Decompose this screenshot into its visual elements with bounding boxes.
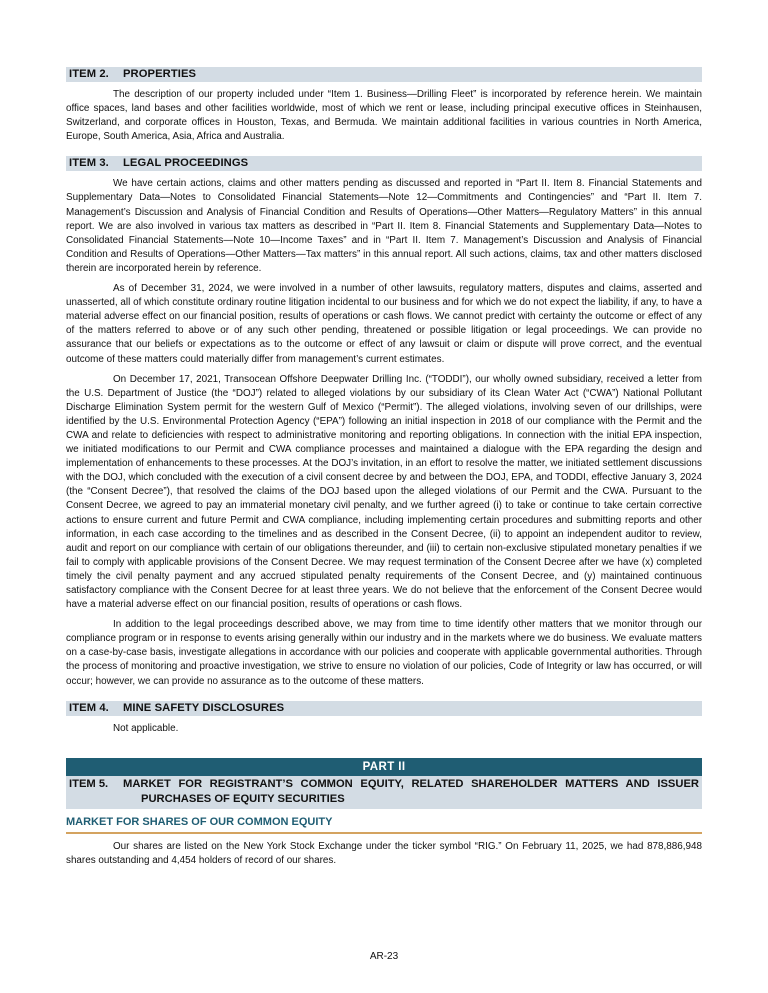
document-page	[66, 67, 702, 868]
item2-heading	[66, 67, 702, 82]
item2-title: PROPERTIES	[123, 68, 197, 80]
page-number: AR-23	[369, 951, 399, 962]
item2-number: ITEM 2.	[69, 68, 109, 80]
part2-banner: PART II	[66, 758, 702, 776]
item5-paragraph: Our shares are listed on the New York Stock Exchange under the ticker symbol “RIG.” On February 11, 2025, we had 878,886,948 shares outstanding and 4,454 holders of record of our shares.	[66, 840, 702, 866]
item3-paragraph-3: On December 17, 2021, Transocean Offshore Deepwater Drilling Inc. (“TODDI”), our wholly owned subsidiary, received a letter from the U.S. Department of Justice (the “DOJ”) related to alleged violations by our subsidiary of its Clean Water Act (“CWA”) National Pollutant Discharge Elimination System permit for the western Gulf of Mexico (“Permit”). The alleged violations, involving seven of our drillships, were identified by the U.S. Environmental Protection Agency (“EPA”) following an initial inspection in 2018 of our compliance with the Permit and the CWA and relate to deficiencies with respect to administrative monitoring and reporting obligations. In connection with the initial EPA inspection, we initiated modifications to our Permit and CWA compliance processes and maintained a dialogue with the EPA regarding the design and implementation of enhancements to these processes. At the DOJ’s invitation, in an effort to resolve the matter, we initiated settlement discussions with the DOJ, which concluded with the execution of a civil consent decree by and between the DOJ, EPA, and TODDI, effective January 3, 2024 (the “Consent Decree”), that resolved the claims of the DOJ based upon the alleged violations of our Permit and the CWA. Pursuant to the Consent Decree, we agreed to pay an immaterial monetary civil penalty, and we further agreed (i) to take or continue to take certain corrective actions to ensure current and future Permit and CWA compliance, including implementing certain procedures and submitting reports and other information, in each case according to the timelines and as described in the Consent Decree, (ii) to appoint an independent auditor to review, audit and report on our compliance with certain of our obligations thereunder, and (iii) to certain non-exclusive stipulated monetary penalties if we fail to comply with applicable provisions of the Consent Decree. We may request termination of the Consent Decree after we have (x) completed timely the civil penalty payment and any accrued stipulated penalty requirements of the Consent Decree, and (y) maintained continuous satisfactory compliance with the Consent Decree for at least three years. We do not believe that the enforcement of the Consent Decree would have a material adverse effect on our financial position, results of operations or cash flows.	[66, 373, 702, 611]
item4-number: ITEM 4.	[69, 701, 109, 714]
item3-paragraph-1: We have certain actions, claims and other matters pending as discussed and reported in “Part II. Item 8. Financial Statements and Supplementary Data—Notes to Consolidated Financial Statements—Note 12—Commitments and Contingencies” and “Part II. Item 7. Management’s Discussion and Analysis of Financial Condition and Results of Operations—Other Matters—Regulatory Matters” in this annual report. We are also involved in various tax matters as described in “Part II. Item 8. Financial Statements and Supplementary Data—Notes to Consolidated Financial Statements—Note 10—Income Taxes” and in “Part II. Item 7. Management’s Discussion and Analysis of Financial Condition and Results of Operations—Other Matters—Tax matters” in this annual report. All such actions, claims, tax and other matters disclosed therein are incorporated herein by reference.	[66, 178, 702, 274]
item5-heading	[66, 776, 702, 809]
item5-title-line-1: MARKET FOR REGISTRANT’S COMMON EQUITY, RELATED SHAREHOLDER MATTERS AND ISSUER	[123, 777, 699, 790]
item5-title-line-2: PURCHASES OF EQUITY SECURITIES	[141, 792, 345, 805]
item4-title: MINE SAFETY DISCLOSURES	[123, 701, 285, 714]
item3-number: ITEM 3.	[69, 157, 109, 170]
market-shares-subheading: MARKET FOR SHARES OF OUR COMMON EQUITY	[66, 815, 702, 834]
item3-heading	[66, 156, 702, 171]
item4-paragraph: Not applicable.	[113, 722, 179, 734]
item2-paragraph: The description of our property included under “Item 1. Business—Drilling Fleet” is incorporated by reference herein. We maintain office spaces, land bases and other facilities worldwide, most of which we rent or lease, including principal executive offices in Steinhausen, Switzerland, and corporate offices in Houston, Texas, and Bermuda. We maintain additional facilities in various countries in North America, Europe, South America, Asia, Africa and Australia.	[66, 89, 702, 143]
item3-paragraph-2: As of December 31, 2024, we were involved in a number of other lawsuits, regulatory matters, disputes and claims, asserted and unasserted, all of which constitute ordinary routine litigation incidental to our business and for which we do not expect the liability, if any, to have a material adverse effect on our financial position, results of operations or cash flows. We cannot predict with certainty the outcome or effect of any of the matters referred to above or of any such other pending, threatened or possible litigation or legal proceedings. We can provide no assurance that our beliefs or expectations as to the outcome or effect of any lawsuit or claim or dispute will prove correct, and the eventual outcome of these matters could materially differ from management’s current estimates.	[66, 283, 702, 365]
item4-heading	[66, 701, 702, 716]
item3-paragraph-4: In addition to the legal proceedings described above, we may from time to time identify other matters that we monitor through our compliance program or in response to events arising generally within our industry and in the markets where we do business. We evaluate matters on a case-by-case basis, investigate allegations in accordance with our policies and cooperate with applicable governmental authorities. Through the process of monitoring and proactive investigation, we strive to ensure no violation of our policies, Code of Integrity or law has occurred, or will occur; however, we can provide no assurance as to the outcome of these matters.	[66, 619, 702, 687]
item3-title: LEGAL PROCEEDINGS	[123, 157, 249, 170]
item5-number: ITEM 5.	[69, 777, 109, 790]
